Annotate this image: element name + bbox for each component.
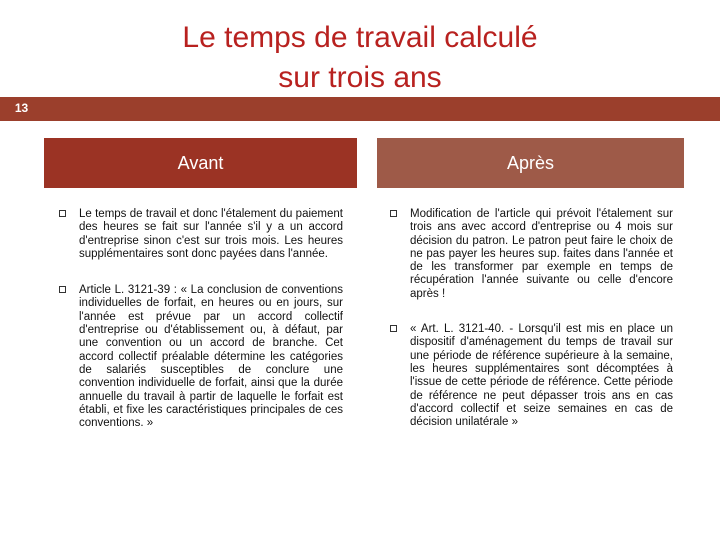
list-item — [55, 208, 343, 261]
list-item — [386, 208, 673, 301]
slide-title-line-2: sur trois ans — [278, 61, 442, 94]
bullet-text: Article L. 3121-39 : « La conclusion de conventions individuelles de forfait, en heures ou en jours, sur l'année est prévue par un accord collectif d'entreprise ou d'établissement ou, à défaut, par une convention ou un accord de branche. Cet accord collectif préalable détermine les catégories de salariés susceptibles de conclure une convention individuelle de forfait, ainsi que la durée annuelle du travail à partir de laquelle le forfait est établi, et fixe les caractéristiques principales de ces conventions. » — [79, 284, 343, 430]
bullet-text: Modification de l'article qui prévoit l'étalement sur trois ans avec accord d'entreprise ou 4 mois sur décision du patron. Le patron peut faire le choix de ne pas payer les heures sup. faites dans l'année et de les transformer par exemple en temps de récupération l'année suivante ou celle d'encore après ! — [410, 208, 673, 300]
bullet-text: Le temps de travail et donc l'étalement du paiement des heures se fait sur l'année s'il y a un accord d'entreprise sinon c'est sur trois mois. Les heures supplémentaires sont donc payées dans l'année. — [79, 208, 343, 260]
slide-title-line-1: Le temps de travail calculé — [182, 21, 538, 54]
apres-bullet-list — [386, 208, 673, 429]
square-bullet-icon — [59, 286, 66, 293]
header-rule — [43, 97, 720, 121]
slide-number: 13 — [0, 97, 43, 121]
column-header-avant: Avant — [44, 138, 357, 188]
list-item — [55, 284, 343, 430]
avant-bullet-list — [55, 208, 343, 430]
slide-title — [60, 18, 660, 98]
column-header-apres: Après — [377, 138, 684, 188]
square-bullet-icon — [390, 210, 397, 217]
bullet-text: « Art. L. 3121-40. - Lorsqu'il est mis en place un dispositif d'aménagement du temps de travail sur une période de référence supérieure à la semaine, les heures supplémentaires sont décomptées à l'issue de cette période de référence. Cette période de référence ne peut dépasser trois ans en cas d'accord collectif et seize semaines en cas de décision unilatérale » — [410, 323, 673, 429]
list-item — [386, 323, 673, 429]
square-bullet-icon — [390, 325, 397, 332]
square-bullet-icon — [59, 210, 66, 217]
